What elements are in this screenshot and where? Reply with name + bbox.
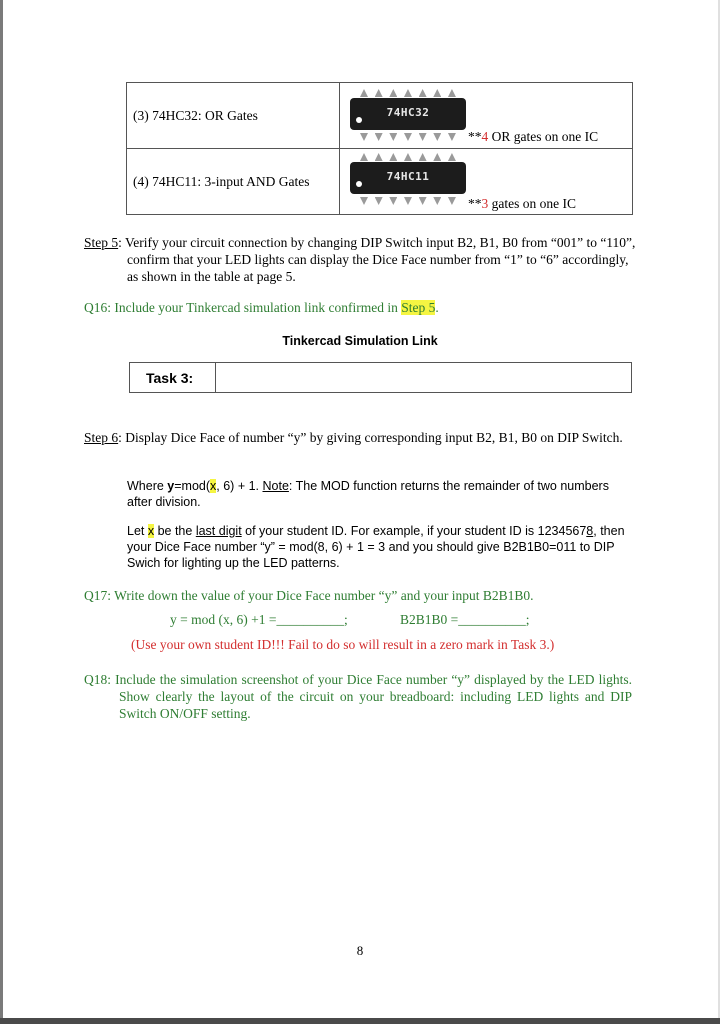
chip-pins-top xyxy=(360,153,456,161)
chip-pins-bottom xyxy=(360,133,456,141)
b2b1b0-answer-field[interactable]: B2B1B0 =__________; xyxy=(400,612,530,627)
page-number: 8 xyxy=(356,943,364,958)
chip-name: 74HC32 xyxy=(386,106,430,119)
step5-highlight: Step 5 xyxy=(401,300,436,315)
ic-chip-image xyxy=(350,89,466,141)
chip-name: 74HC11 xyxy=(386,170,430,183)
step6-text: : Display Dice Face of number “y” by giving corresponding input B2, B1, B0 on DIP Switch. xyxy=(118,430,623,445)
formula-paragraph: Where y=mod(x, 6) + 1. Note: The MOD function returns the remainder of two numbers after division. xyxy=(127,479,609,509)
chip-note: **3 gates on one IC xyxy=(468,196,576,211)
step5-text: : Verify your circuit connection by changing DIP Switch input B2, B1, B0 from “001” to “110”, confirm that your LED lights can display the Dice Face number from “1” to “6” accordingly, as shown in the table at page 5. xyxy=(118,235,636,284)
table-row xyxy=(127,83,633,149)
step5-label: Step 5 xyxy=(84,235,119,250)
task3-label: Task 3: xyxy=(130,363,216,392)
chip-cell xyxy=(340,149,633,215)
step6-paragraph xyxy=(84,429,636,446)
chip-note: **4 OR gates on one IC xyxy=(468,129,599,144)
task3-link-box xyxy=(129,362,632,393)
ic-chip-table xyxy=(126,82,633,215)
step6-label: Step 6 xyxy=(84,430,119,445)
chip-body xyxy=(350,162,466,194)
chip-body xyxy=(350,98,466,130)
step5-paragraph xyxy=(84,234,636,285)
y-answer-field[interactable]: y = mod (x, 6) +1 =__________; xyxy=(170,612,348,627)
ic-chip-image xyxy=(350,153,466,205)
page-frame-left xyxy=(0,0,3,1024)
tinkercad-heading: Tinkercad Simulation Link xyxy=(282,334,438,348)
task3-link-field[interactable] xyxy=(216,363,631,392)
pin1-dot-icon xyxy=(356,181,362,187)
table-row xyxy=(127,149,633,215)
chip-label: (4) 74HC11: 3-input AND Gates xyxy=(127,149,340,215)
q18-question: Q18: Include the simulation screenshot of your Dice Face number “y” displayed by the LED lights. Show clearly the layout of the circuit on your breadboard: including LED lights and DIP Switch ON/OFF setting. xyxy=(84,672,632,721)
pin1-dot-icon xyxy=(356,117,362,123)
x-highlight: x xyxy=(147,524,155,538)
page-frame-bottom xyxy=(0,1018,720,1024)
q16-question: Q16: Include your Tinkercad simulation link confirmed in Step 5. xyxy=(84,300,439,315)
chip-pins-bottom xyxy=(360,197,456,205)
q17-question: Q17: Write down the value of your Dice Face number “y” and your input B2B1B0. xyxy=(84,588,534,603)
chip-label: (3) 74HC32: OR Gates xyxy=(127,83,340,149)
x-highlight: x xyxy=(210,479,217,493)
example-paragraph: Let x be the last digit of your student ID. For example, if your student ID is 12345678, then your Dice Face number “y” = mod(8, 6) + 1 = 3 and you should give B2B1B0=011 to DIP Swich for lighting up the LED patterns. xyxy=(127,524,625,570)
warning-text: (Use your own student ID!!! Fail to do so will result in a zero mark in Task 3.) xyxy=(131,637,555,652)
chip-cell xyxy=(340,83,633,149)
chip-pins-top xyxy=(360,89,456,97)
